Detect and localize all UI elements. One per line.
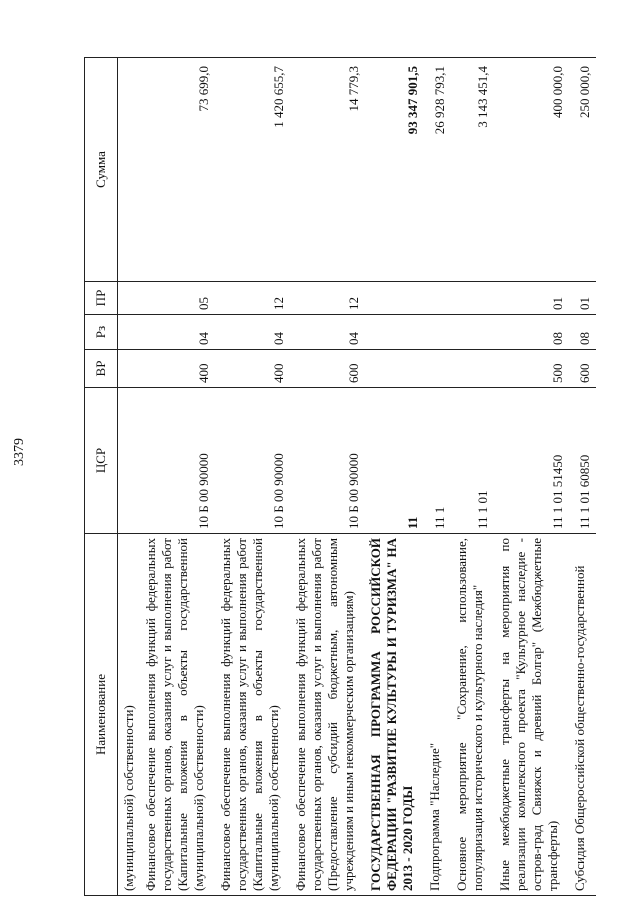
table-row-program: [365, 58, 424, 896]
row-name: Основное мероприятие "Сохранение, использование, популяризация исторического и культурного наследия": [451, 534, 494, 896]
row-csr: 10 Б 00 90000: [140, 388, 215, 534]
row-csr: 11 1 01: [451, 388, 494, 534]
row-vr: 400: [140, 350, 215, 388]
row-name: (муниципальной) собственности): [118, 534, 141, 896]
table-row: [290, 58, 365, 896]
row-pr: [451, 282, 494, 315]
row-name: Финансовое обеспечение выполнения функций федеральных государственных органов, оказания услуг и выполнения работ (Предоставление субсидий бюджетным, автономным учреждениям и иным некоммерческим организациям): [290, 534, 365, 896]
row-name: Субсидия Общероссийской общественно-государственной: [569, 534, 596, 896]
rotated-page-content: [84, 58, 598, 896]
row-csr: 10 Б 00 90000: [290, 388, 365, 534]
row-sum: 3 143 451,4: [451, 58, 494, 282]
table-row: [451, 58, 494, 896]
table-row: [215, 58, 290, 896]
row-sum: 250 000,0: [569, 58, 596, 282]
row-vr: [451, 350, 494, 388]
row-rz: 08: [494, 315, 569, 350]
row-pr: [118, 282, 141, 315]
row-csr: 11: [365, 388, 424, 534]
row-rz: 04: [290, 315, 365, 350]
row-rz: [365, 315, 424, 350]
row-pr: 12: [290, 282, 365, 315]
header-vr: ВР: [85, 350, 118, 388]
row-name: ГОСУДАРСТВЕННАЯ ПРОГРАММА РОССИЙСКОЙ ФЕДЕРАЦИИ "РАЗВИТИЕ КУЛЬТУРЫ И ТУРИЗМА" НА 2013 - 2020 ГОДЫ: [365, 534, 424, 896]
row-csr: 10 Б 00 90000: [215, 388, 290, 534]
table-row: [569, 58, 596, 896]
row-rz: 04: [215, 315, 290, 350]
row-pr: 01: [569, 282, 596, 315]
table-row: [494, 58, 569, 896]
row-sum: 14 779,3: [290, 58, 365, 282]
row-csr: 11 1 01 60850: [569, 388, 596, 534]
row-sum: 1 420 655,7: [215, 58, 290, 282]
row-csr: 11 1 01 51450: [494, 388, 569, 534]
row-pr: [365, 282, 424, 315]
header-rz: Рз: [85, 315, 118, 350]
row-sum: 400 000,0: [494, 58, 569, 282]
row-rz: [118, 315, 141, 350]
row-sum: [118, 58, 141, 282]
row-rz: 04: [140, 315, 215, 350]
budget-table: [84, 57, 596, 896]
row-vr: 600: [290, 350, 365, 388]
row-pr: 01: [494, 282, 569, 315]
row-pr: 05: [140, 282, 215, 315]
row-pr: 12: [215, 282, 290, 315]
row-name: Финансовое обеспечение выполнения функций федеральных государственных органов, оказания услуг и выполнения работ (Капитальные вложения в объекты государственной (муниципальной) собственности): [140, 534, 215, 896]
row-vr: 500: [494, 350, 569, 388]
page-number-text: 3379: [12, 438, 27, 466]
row-vr: [424, 350, 451, 388]
table-row: [118, 58, 141, 896]
table-row: [424, 58, 451, 896]
header-pr: ПР: [85, 282, 118, 315]
header-name: Наименование: [85, 534, 118, 896]
row-vr: 600: [569, 350, 596, 388]
table-header-row: [85, 58, 118, 896]
row-sum: 93 347 901,5: [365, 58, 424, 282]
row-rz: [451, 315, 494, 350]
row-vr: [365, 350, 424, 388]
row-sum: 26 928 793,1: [424, 58, 451, 282]
row-rz: 08: [569, 315, 596, 350]
row-sum: 73 699,0: [140, 58, 215, 282]
row-csr: 11 1: [424, 388, 451, 534]
header-sum: Сумма: [85, 58, 118, 282]
row-rz: [424, 315, 451, 350]
row-name: Подпрограмма "Наследие": [424, 534, 451, 896]
row-name: Иные межбюджетные трансферты на мероприятия по реализации комплексного проекта "Культурное наследие - остров-град Свияжск и древний Болгар" (Межбюджетные трансферты): [494, 534, 569, 896]
row-name: Финансовое обеспечение выполнения функций федеральных государственных органов, оказания услуг и выполнения работ (Капитальные вложения в объекты государственной (муниципальной) собственности): [215, 534, 290, 896]
row-pr: [424, 282, 451, 315]
header-csr: ЦСР: [85, 388, 118, 534]
row-vr: [118, 350, 141, 388]
table-row: [140, 58, 215, 896]
page-number: [0, 432, 40, 472]
row-csr: [118, 388, 141, 534]
row-vr: 400: [215, 350, 290, 388]
